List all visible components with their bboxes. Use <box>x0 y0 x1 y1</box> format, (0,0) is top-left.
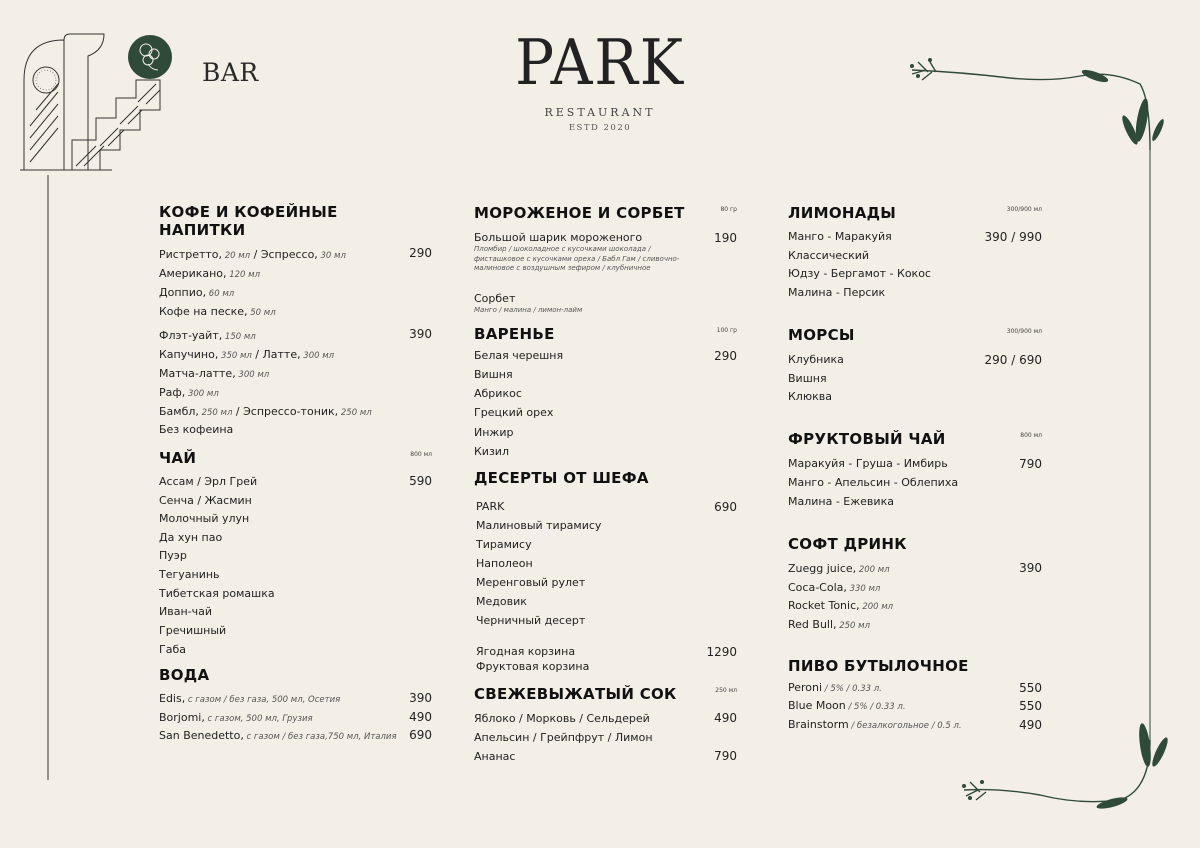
menu-item: Молочный улун <box>159 512 250 525</box>
section-size: 100 гр <box>716 327 737 334</box>
menu-item: Без кофеина <box>159 423 234 436</box>
price: 490 <box>1019 718 1042 732</box>
section-size: 300/900 мл <box>1006 206 1042 213</box>
menu-item: Brainstorm / безалкогольное / 0.5 л. <box>788 718 962 731</box>
brand-name: PARK <box>515 26 685 99</box>
menu-item: Тегуанинь <box>159 568 220 581</box>
price: 290 <box>714 349 737 363</box>
menu-item: Черничный десерт <box>476 614 586 627</box>
menu-item: Red Bull, 250 мл <box>788 618 871 631</box>
menu-item: Классический <box>788 249 870 262</box>
section-tea <box>159 449 432 659</box>
menu-item: Вишня <box>788 372 827 385</box>
menu-item: Сорбет <box>474 292 516 305</box>
price: 590 <box>409 474 432 488</box>
price: 390 <box>409 691 432 705</box>
price: 390 / 990 <box>984 230 1042 244</box>
section-juice <box>474 685 737 765</box>
section-coffee <box>159 203 432 443</box>
menu-item: Тирамису <box>476 538 532 551</box>
menu-item: Гречишный <box>159 624 227 637</box>
section-title: ЛИМОНАДЫ <box>788 204 897 222</box>
menu-item: Апельсин / Грейпфрут / Лимон <box>474 731 653 744</box>
section-title: СОФТ ДРИНК <box>788 535 907 553</box>
section-title: ДЕСЕРТЫ ОТ ШЕФА <box>474 469 649 487</box>
brand-established: ESTD 2020 <box>568 123 632 133</box>
menu-item: Малиновый тирамису <box>476 519 602 532</box>
section-lemonades <box>788 204 1042 304</box>
price: 290 / 690 <box>984 353 1042 367</box>
vine-bottom-icon <box>964 740 1150 802</box>
bar-label: BAR <box>202 58 259 87</box>
menu-item: Белая черешня <box>474 349 564 362</box>
menu-item: Габа <box>159 643 186 656</box>
price: 790 <box>1019 457 1042 471</box>
section-size: 80 гр <box>720 206 737 213</box>
menu-item: Меренговый рулет <box>476 576 586 589</box>
menu-item: Borjomi, с газом, 500 мл, Грузия <box>159 711 313 724</box>
section-jam <box>474 325 737 465</box>
section-title: ПИВО БУТЫЛОЧНОЕ <box>788 657 969 675</box>
price: 490 <box>409 710 432 724</box>
price: 390 <box>1019 561 1042 575</box>
menu-item: Peroni / 5% / 0.33 л. <box>788 681 882 694</box>
menu-item: Blue Moon / 5% / 0.33 л. <box>788 699 906 712</box>
section-title: ВОДА <box>159 666 210 684</box>
price: 1290 <box>706 645 737 659</box>
section-title: ЧАЙ <box>159 449 197 467</box>
menu-item: San Benedetto, с газом / без газа,750 мл, Италия <box>159 729 397 742</box>
menu-item: Инжир <box>474 426 514 439</box>
price: 550 <box>1019 681 1042 695</box>
menu-item: Rocket Tonic, 200 мл <box>788 599 894 612</box>
menu-item: Клубника <box>788 353 844 366</box>
menu-item: Сенча / Жасмин <box>159 494 252 507</box>
price: 490 <box>714 711 737 725</box>
menu-item: Капучино, 350 мл / Латте, 300 мл <box>159 348 335 361</box>
menu-item: Яблоко / Морковь / Сельдерей <box>474 712 650 725</box>
menu-item: Маракуйя - Груша - Имбирь <box>788 457 948 470</box>
section-water <box>159 666 432 746</box>
menu-item: Американо, 120 мл <box>159 267 261 280</box>
menu-item: Медовик <box>476 595 527 608</box>
vine-top-icon <box>912 62 1150 150</box>
item-note: Пломбир / шоколадное с кусочками шоколада / фисташковое с кусочками ореха / Бабл Гам / сливочно-малиновое с воздушным зефиром / клубничное <box>474 245 680 272</box>
section-icecream <box>474 204 737 319</box>
menu-item: Флэт-уайт, 150 мл <box>159 329 256 342</box>
menu-item: Zuegg juice, 200 мл <box>788 562 890 575</box>
section-mors <box>788 326 1042 411</box>
section-title: МОРСЫ <box>788 326 855 344</box>
menu-item: Coca-Cola, 330 мл <box>788 581 881 594</box>
menu-item: Раф, 300 мл <box>159 386 219 399</box>
section-title: КОФЕ И КОФЕЙНЫЕ НАПИТКИ <box>159 203 338 239</box>
menu-item: Наполеон <box>476 557 533 570</box>
menu-item: Иван-чай <box>159 605 213 618</box>
section-size: 250 мл <box>715 687 737 694</box>
brand-logo <box>480 26 720 133</box>
section-soft-drinks <box>788 535 1042 635</box>
section-title: ВАРЕНЬЕ <box>474 325 555 343</box>
brand-subtitle: RESTAURANT <box>544 106 656 119</box>
menu-item: Бамбл, 250 мл / Эспрессо-тоник, 250 мл <box>159 405 372 418</box>
menu-item: Большой шарик мороженого <box>474 231 643 244</box>
flower-badge-icon <box>128 35 172 79</box>
menu-item: Кизил <box>474 445 509 458</box>
menu-item: Малина - Персик <box>788 286 886 299</box>
menu-item: Малина - Ежевика <box>788 495 894 508</box>
menu-item: Грецкий орех <box>474 406 554 419</box>
menu-item: Ананас <box>474 750 516 763</box>
menu-item: Юдзу - Бергамот - Кокос <box>788 267 931 280</box>
section-title: МОРОЖЕНОЕ И СОРБЕТ <box>474 204 685 222</box>
price: 390 <box>409 327 432 341</box>
leaf-cluster-top-icon <box>910 58 1166 146</box>
section-title: СВЕЖЕВЫЖАТЫЙ СОК <box>474 685 677 703</box>
price: 190 <box>714 231 737 245</box>
price: 790 <box>714 749 737 763</box>
price: 690 <box>714 500 737 514</box>
menu-item: Ягодная корзина <box>476 645 576 658</box>
menu-item: Манго - Апельсин - Облепиха <box>788 476 959 489</box>
section-fruit-tea <box>788 430 1042 515</box>
menu-item: Клюква <box>788 390 832 403</box>
dotted-circle-icon <box>33 67 59 93</box>
menu-item: Фруктовая корзина <box>476 660 590 673</box>
menu-item: Манго - Маракуйя <box>788 230 892 243</box>
section-bottled-beer <box>788 657 1042 742</box>
section-title: ФРУКТОВЫЙ ЧАЙ <box>788 430 946 448</box>
menu-item: Edis, с газом / без газа, 500 мл, Осетия <box>159 692 341 705</box>
menu-item: Да хун пао <box>159 531 223 544</box>
menu-item: Доппио, 60 мл <box>159 286 235 299</box>
section-size: 300/900 мл <box>1006 328 1042 335</box>
menu-item: Вишня <box>474 368 513 381</box>
section-size: 800 мл <box>1020 432 1042 439</box>
menu-item: PARK <box>476 500 505 513</box>
price: 290 <box>409 246 432 260</box>
menu-item: Кофе на песке, 50 мл <box>159 305 276 318</box>
menu-item: Матча-латте, 300 мл <box>159 367 270 380</box>
price: 550 <box>1019 699 1042 713</box>
section-size: 800 мл <box>410 451 432 458</box>
section-desserts <box>474 469 737 674</box>
price: 690 <box>409 728 432 742</box>
menu-item: Абрикос <box>474 387 522 400</box>
menu-item: Пуэр <box>159 549 187 562</box>
menu-item: Ассам / Эрл Грей <box>159 475 258 488</box>
item-note: Манго / малина / лимон-лайм <box>474 306 583 314</box>
menu-item: Ристретто, 20 мл / Эспрессо, 30 мл <box>159 248 346 261</box>
menu-item: Тибетская ромашка <box>159 587 275 600</box>
